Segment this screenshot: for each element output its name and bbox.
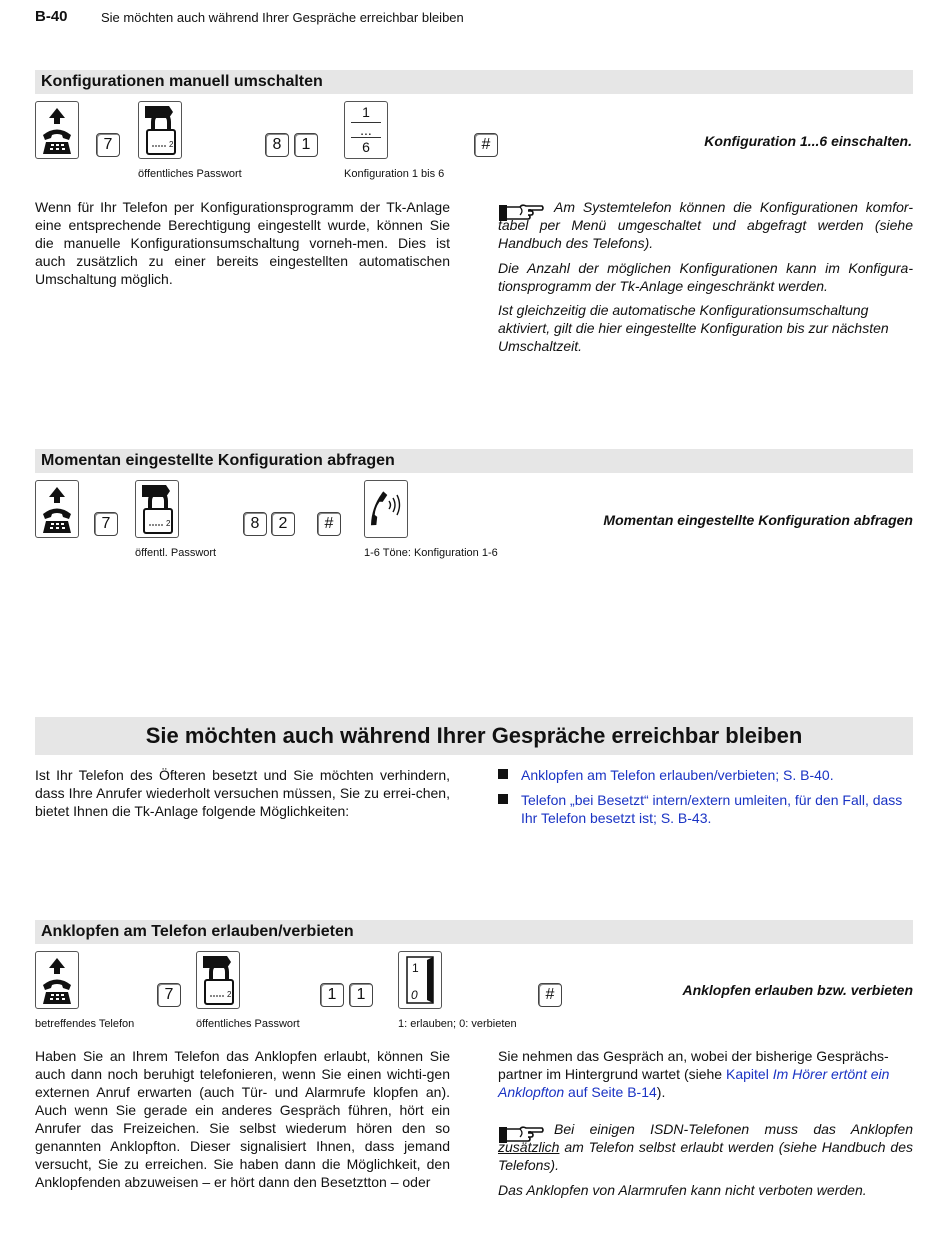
svg-text:1: 1 xyxy=(412,961,419,975)
action-label-config-query: Momentan eingestellte Konfiguration abfragen xyxy=(603,512,913,528)
svg-text:0: 0 xyxy=(411,988,418,1002)
link-call-waiting[interactable]: Anklopfen am Telefon erlauben/verbieten; S. B-40. xyxy=(521,767,834,783)
action-label-call-waiting: Anklopfen erlauben bzw. verbieten xyxy=(682,982,913,998)
action-label-config-switch: Konfiguration 1...6 einschalten. xyxy=(704,133,912,149)
caption-configuration-range: Konfiguration 1 bis 6 xyxy=(344,168,445,180)
section-title-call-waiting: Anklopfen am Telefon erlauben/verbieten xyxy=(35,920,913,944)
caption-public-password: öffentliches Passwort xyxy=(138,168,242,180)
note-system-phone: Am Systemtelefon können die Konfigurationen komfor-tabel per Menü umgeschaltet und abgefragt werden (siehe Handbuch des Telefons). xyxy=(498,199,913,251)
padlock-icon xyxy=(135,480,179,538)
phone-handset-icon xyxy=(35,480,79,538)
body-text-config-switch: Wenn für Ihr Telefon per Konfigurationsprogramm der Tk-Anlage eine entsprechende Berechtigung eingestellt wurde, können Sie die manuelle Konfigurationsumschaltung vorneh-men. Dies ist auch zusätzlich zu einer bereits eingestellten automatischen Umschaltung möglich. xyxy=(35,199,450,287)
section-title-config-query: Momentan eingestellte Konfiguration abfragen xyxy=(35,449,913,473)
key-hash: # xyxy=(538,983,562,1007)
padlock-icon xyxy=(196,951,240,1009)
padlock-icon xyxy=(138,101,182,159)
note-alarm-calls: Das Anklopfen von Alarmrufen kann nicht verboten werden. xyxy=(498,1182,867,1198)
running-title: Sie möchten auch während Ihrer Gespräche erreichbar bleiben xyxy=(101,10,464,25)
phone-handset-icon xyxy=(35,101,79,159)
key-8: 8 xyxy=(243,512,267,536)
caption-public-password: öffentliches Passwort xyxy=(196,1018,300,1030)
key-hash: # xyxy=(474,133,498,157)
bullet-marker xyxy=(498,769,508,779)
body-text-call-waiting: Haben Sie an Ihrem Telefon das Anklopfen erlaubt, können Sie auch dann noch beruhigt telefonieren, wenn Sie einen wichti-gen externen Anruf erwarten (auch Tür- und Alarmrufe klopfen an). Auch wenn Sie gerade ein anderes Gespräch führen, hört ein Anrufer das Freizeichen. Sie selbst wiederum hören den so genannten Anklopfton. Dieser signalisiert Ihnen, dass jemand versucht, Sie zu erreichen. Sie haben dann die Möglichkeit, den Anklopfenden abzuweisen – er hört dann den Besetztton – oder xyxy=(35,1048,450,1190)
key-2: 2 xyxy=(271,512,295,536)
link-chapter-call-waiting-tone[interactable]: Kapitel Im Hörer ertönt ein Anklopfton auf Seite B-14 xyxy=(498,1066,890,1100)
svg-text:2: 2 xyxy=(227,990,232,999)
configuration-selector-box: 1 ... 6 xyxy=(344,101,388,159)
key-1: 1 xyxy=(320,983,344,1007)
key-7: 7 xyxy=(157,983,181,1007)
key-1: 1 xyxy=(294,133,318,157)
body-text-reachability: Ist Ihr Telefon des Öfteren besetzt und Sie möchten verhindern, dass Ihre Anrufer wiederholt versuchen müssen, Sie zu errei-chen, bietet Ihnen die Tk-Anlage folgende Möglichkeiten: xyxy=(35,767,450,819)
bullet-marker xyxy=(498,794,508,804)
body-text-accept-call: Sie nehmen das Gespräch an, wobei der bisherige Gesprächs-partner im Hintergrund wartet (siehe Kapitel Im Hörer ertönt ein Anklopfton auf Seite B-14). xyxy=(498,1048,890,1100)
page-number: B-40 xyxy=(35,8,68,25)
link-busy-forward[interactable]: Telefon „bei Besetzt“ intern/extern umleiten, für den Fall, dass Ihr Telefon besetzt ist; S. B-43. xyxy=(521,792,903,826)
section-title-config-switch: Konfigurationen manuell umschalten xyxy=(35,70,913,94)
key-7: 7 xyxy=(94,512,118,536)
caption-tones: 1-6 Töne: Konfiguration 1-6 xyxy=(364,547,498,559)
note-auto-switch: Ist gleichzeitig die automatische Konfigurationsumschaltung aktiviert, gilt die hier eingestellte Konfiguration bis zur nächsten Umschaltzeit. xyxy=(498,302,889,354)
caption-public-password-short: öffentl. Passwort xyxy=(135,547,217,559)
caption-phone: betreffendes Telefon xyxy=(35,1018,135,1030)
svg-text:2: 2 xyxy=(169,140,174,149)
caption-switch: 1: erlauben; 0: verbieten xyxy=(398,1018,517,1030)
phone-handset-icon xyxy=(35,951,79,1009)
note-config-limit: Die Anzahl der möglichen Konfigurationen kann im Konfigura-tionsprogramm der Tk-Anlage eingeschränkt werden. xyxy=(498,260,913,294)
note-isdn-phones: Bei einigen ISDN-Telefonen muss das Anklopfen zusätzlich am Telefon selbst erlaubt werden (siehe Handbuch des Telefons). xyxy=(498,1121,913,1173)
svg-text:2: 2 xyxy=(166,519,171,528)
key-1: 1 xyxy=(349,983,373,1007)
chapter-title: Sie möchten auch während Ihrer Gespräche erreichbar bleiben xyxy=(35,717,913,755)
ringing-handset-icon xyxy=(364,480,408,538)
key-7: 7 xyxy=(96,133,120,157)
key-8: 8 xyxy=(265,133,289,157)
key-hash: # xyxy=(317,512,341,536)
switch-icon xyxy=(398,951,442,1009)
